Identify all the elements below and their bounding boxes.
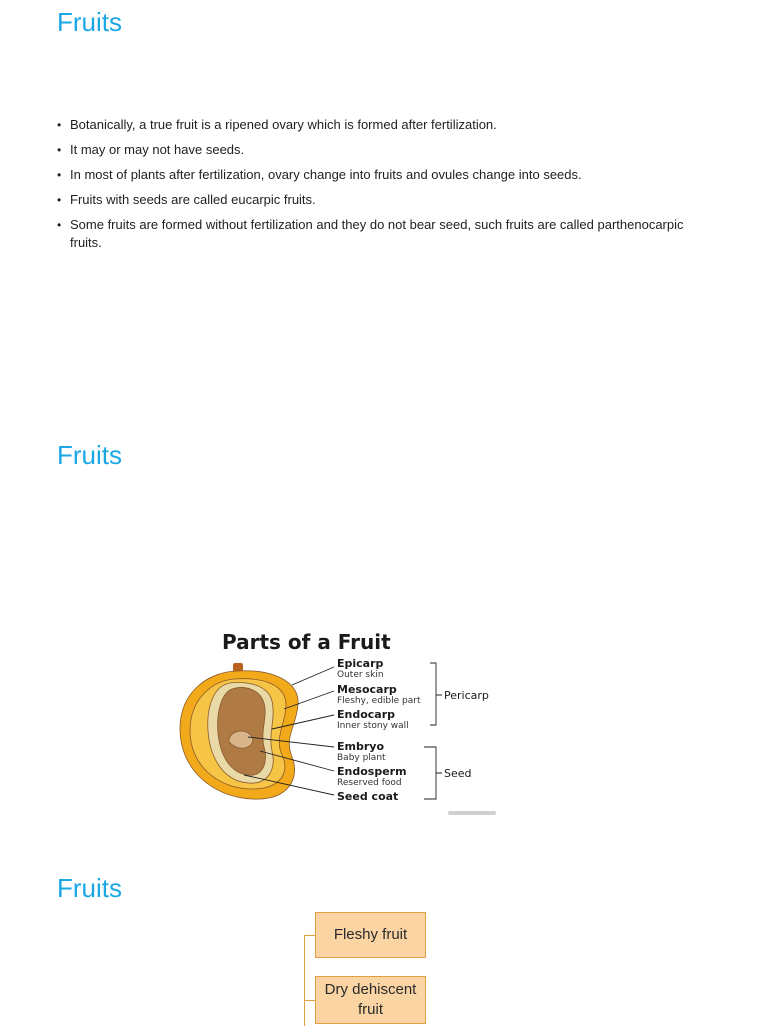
group-label-seed: Seed (444, 767, 472, 780)
bullet-text: Fruits with seeds are called eucarpic fruits. (70, 192, 316, 207)
bullet-text: It may or may not have seeds. (70, 142, 245, 157)
fruit-illustration (180, 663, 298, 799)
watermark-logo (448, 811, 496, 815)
bullet-dot-icon: • (57, 143, 62, 157)
flow-box-label: Fleshy fruit (333, 926, 408, 943)
bullet-dot-icon: • (57, 168, 62, 182)
seed-bracket (424, 747, 442, 799)
slide-title: Fruits (57, 7, 122, 37)
part-label-embryo: Embryo (337, 740, 385, 753)
slide-2 (0, 433, 768, 866)
bullet-item (57, 141, 717, 159)
flow-box-fleshy-fruit (315, 912, 426, 958)
slide-1 (0, 0, 768, 433)
bullet-list (57, 116, 717, 259)
bullet-text: Some fruits are formed without fertilization and they do not bear seed, such fruits are called parthenocarpic fruits. (70, 217, 684, 250)
part-desc-endocarp: Inner stony wall (337, 721, 409, 731)
bullet-text: In most of plants after fertilization, ovary change into fruits and ovules change into seeds. (70, 167, 582, 182)
flow-tick (304, 1000, 315, 1001)
flow-box-dry-dehiscent-fruit (315, 976, 426, 1024)
slide-title: Fruits (57, 873, 122, 903)
part-label-seedcoat: Seed coat (337, 790, 399, 803)
part-desc-embryo: Baby plant (337, 753, 386, 763)
bullet-dot-icon: • (57, 118, 62, 132)
slide-title: Fruits (57, 440, 122, 470)
bullet-item (57, 116, 717, 134)
bullet-item (57, 166, 717, 184)
flow-connector (304, 936, 305, 1026)
part-label-mesocarp: Mesocarp (337, 683, 397, 696)
pericarp-bracket (430, 663, 442, 725)
group-label-pericarp: Pericarp (444, 689, 489, 702)
bullet-item (57, 216, 717, 252)
part-label-endocarp: Endocarp (337, 708, 396, 721)
part-label-epicarp: Epicarp (337, 657, 384, 670)
bullet-text: Botanically, a true fruit is a ripened ovary which is formed after fertilization. (70, 117, 497, 132)
bullet-dot-icon: • (57, 218, 62, 232)
part-desc-endosperm: Reserved food (337, 778, 402, 788)
fruit-parts-diagram (172, 619, 512, 819)
flow-box-label: Dry dehiscent fruit (324, 981, 417, 1018)
leader-epicarp (292, 667, 334, 685)
bullet-dot-icon: • (57, 193, 62, 207)
part-label-endosperm: Endosperm (337, 765, 407, 778)
bullet-item (57, 191, 717, 209)
flow-tick (304, 935, 315, 936)
slide-3 (0, 866, 768, 1024)
part-desc-mesocarp: Fleshy, edible part (337, 696, 421, 706)
part-desc-epicarp: Outer skin (337, 670, 384, 680)
diagram-title: Parts of a Fruit (222, 630, 391, 654)
